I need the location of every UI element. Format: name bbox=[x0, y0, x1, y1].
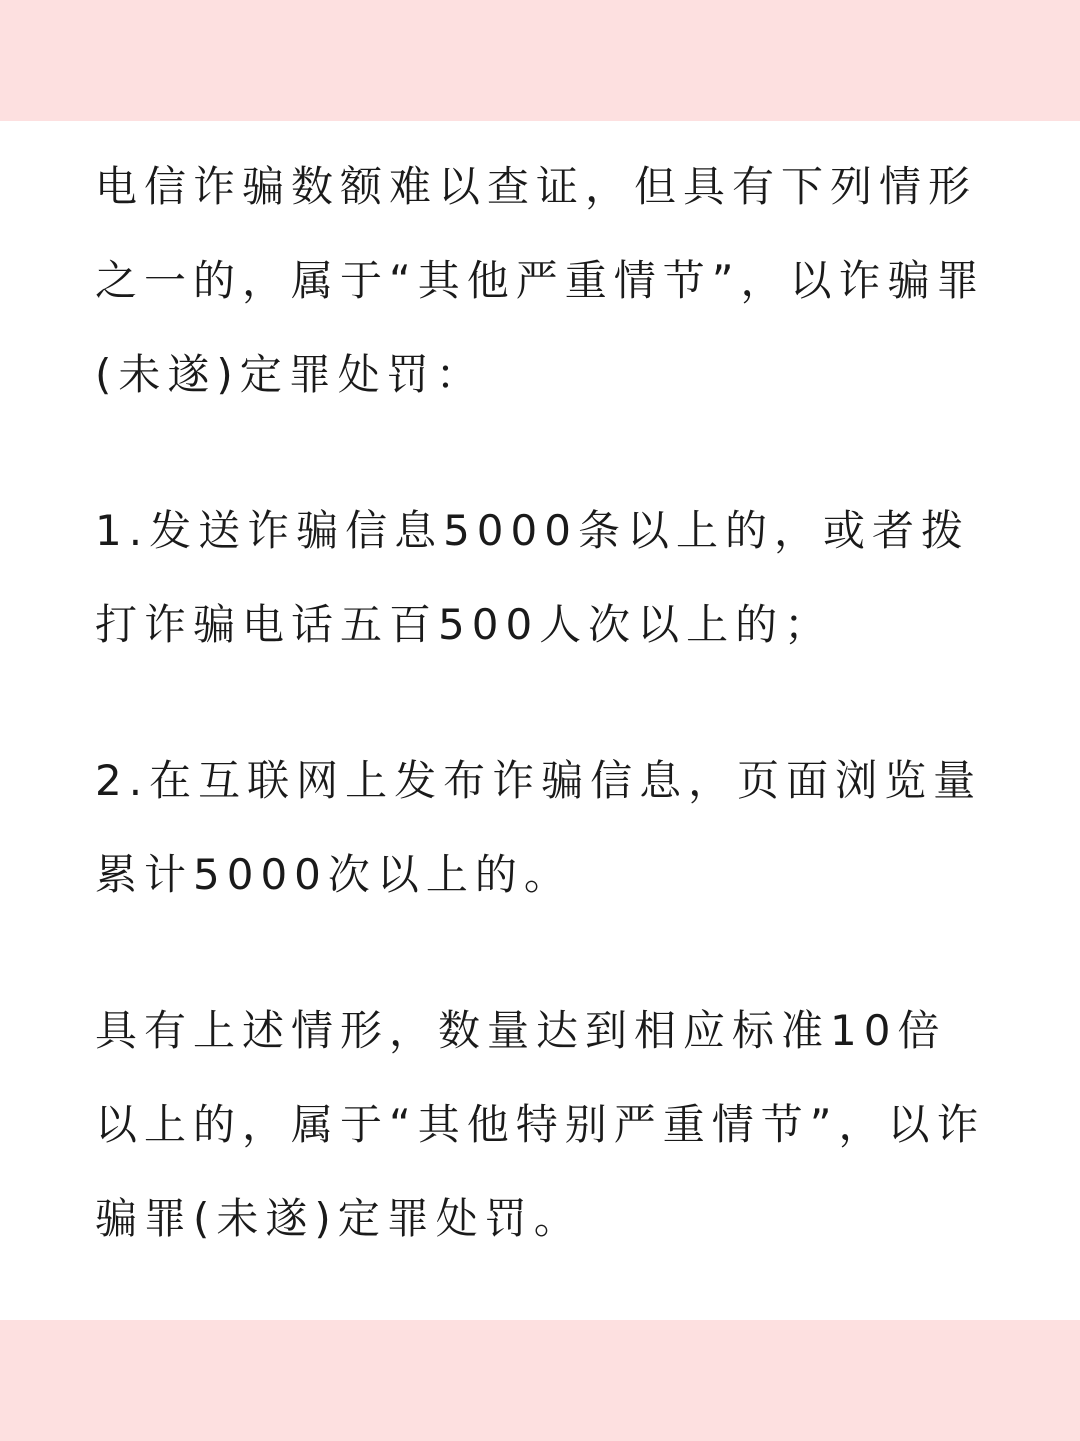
paragraph-intro: 电信诈骗数额难以查证，但具有下列情形之一的，属于“其他严重情节”，以诈骗罪(未遂)定罪处罚： bbox=[95, 162, 986, 399]
paragraph-conclusion: 具有上述情形，数量达到相应标准10倍以上的，属于“其他特别严重情节”，以诈骗罪(未遂)定罪处罚。 bbox=[95, 1006, 986, 1243]
top-pink-band bbox=[0, 0, 1080, 121]
bottom-pink-band bbox=[0, 1320, 1080, 1441]
paragraph-item-2: 2.在互联网上发布诈骗信息，页面浏览量累计5000次以上的。 bbox=[95, 756, 983, 899]
paragraph-item-1: 1.发送诈骗信息5000条以上的，或者拨打诈骗电话五百500人次以上的； bbox=[95, 506, 970, 649]
article-body bbox=[95, 140, 990, 1266]
